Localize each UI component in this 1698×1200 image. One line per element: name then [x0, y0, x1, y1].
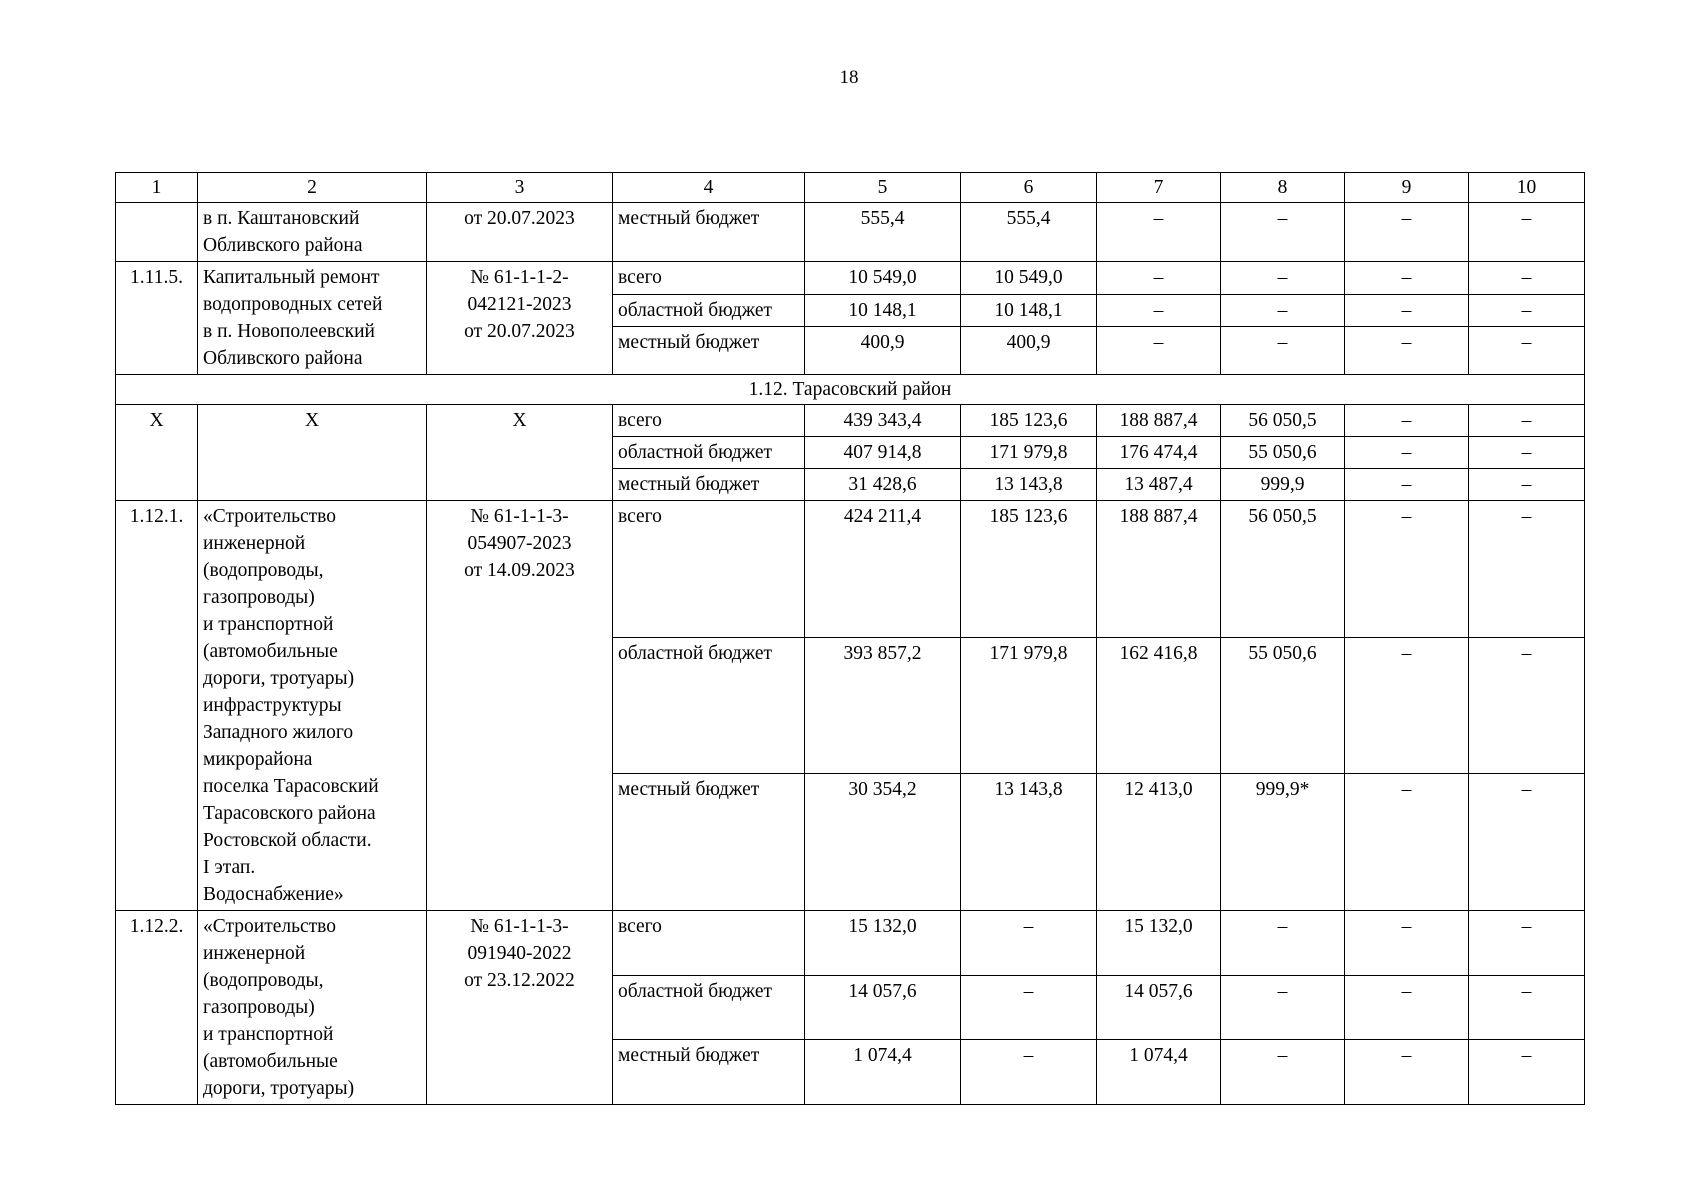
value-cell: –: [1345, 469, 1469, 501]
funding-source-cell: всего: [613, 911, 805, 976]
value-cell: 176 474,4: [1097, 437, 1221, 469]
value-cell: –: [1469, 911, 1585, 976]
value-cell: –: [1345, 203, 1469, 262]
value-cell: 171 979,8: [961, 637, 1097, 774]
item-number-cell: 1.12.1.: [116, 501, 198, 911]
value-cell: 13 143,8: [961, 469, 1097, 501]
column-header: 3: [427, 173, 613, 203]
object-name-cell: X: [198, 405, 427, 501]
value-cell: –: [1469, 262, 1585, 295]
value-cell: –: [1221, 327, 1345, 375]
value-cell: –: [1345, 637, 1469, 774]
value-cell: –: [1469, 469, 1585, 501]
funding-source-cell: областной бюджет: [613, 637, 805, 774]
document-cell: № 61-1-1-2- 042121-2023 от 20.07.2023: [427, 262, 613, 375]
value-cell: 188 887,4: [1097, 405, 1221, 437]
value-cell: –: [1345, 327, 1469, 375]
funding-source-cell: всего: [613, 405, 805, 437]
funding-source-cell: областной бюджет: [613, 975, 805, 1040]
value-cell: –: [1221, 1040, 1345, 1105]
object-name-cell: в п. Каштановский Обливского района: [198, 203, 427, 262]
funding-source-cell: местный бюджет: [613, 327, 805, 375]
value-cell: 999,9*: [1221, 774, 1345, 911]
value-cell: 13 487,4: [1097, 469, 1221, 501]
value-cell: 400,9: [805, 327, 961, 375]
value-cell: –: [1469, 637, 1585, 774]
value-cell: –: [1469, 437, 1585, 469]
value-cell: 407 914,8: [805, 437, 961, 469]
value-cell: 10 549,0: [805, 262, 961, 295]
value-cell: –: [961, 1040, 1097, 1105]
value-cell: –: [1097, 327, 1221, 375]
value-cell: –: [1345, 501, 1469, 638]
table-row: [116, 405, 1585, 437]
value-cell: 14 057,6: [1097, 975, 1221, 1040]
value-cell: 31 428,6: [805, 469, 961, 501]
value-cell: 56 050,5: [1221, 501, 1345, 638]
document-cell: от 20.07.2023: [427, 203, 613, 262]
table-row: [116, 203, 1585, 262]
column-header: 1: [116, 173, 198, 203]
value-cell: –: [961, 911, 1097, 976]
column-header: 7: [1097, 173, 1221, 203]
value-cell: –: [1469, 501, 1585, 638]
value-cell: 1 074,4: [805, 1040, 961, 1105]
column-number-header-row: [116, 173, 1585, 203]
value-cell: 393 857,2: [805, 637, 961, 774]
value-cell: –: [1221, 294, 1345, 327]
funding-source-cell: областной бюджет: [613, 294, 805, 327]
column-header: 6: [961, 173, 1097, 203]
value-cell: 15 132,0: [1097, 911, 1221, 976]
table-row: [116, 501, 1585, 638]
column-header: 9: [1345, 173, 1469, 203]
value-cell: 30 354,2: [805, 774, 961, 911]
value-cell: 55 050,6: [1221, 437, 1345, 469]
value-cell: –: [1345, 774, 1469, 911]
value-cell: 56 050,5: [1221, 405, 1345, 437]
value-cell: –: [1345, 294, 1469, 327]
value-cell: 10 148,1: [961, 294, 1097, 327]
column-header: 8: [1221, 173, 1345, 203]
value-cell: 185 123,6: [961, 405, 1097, 437]
funding-source-cell: всего: [613, 262, 805, 295]
value-cell: –: [1469, 294, 1585, 327]
document-cell: № 61-1-1-3- 054907-2023 от 14.09.2023: [427, 501, 613, 911]
value-cell: 439 343,4: [805, 405, 961, 437]
value-cell: 14 057,6: [805, 975, 961, 1040]
value-cell: –: [1345, 975, 1469, 1040]
value-cell: –: [1469, 203, 1585, 262]
item-number-cell: X: [116, 405, 198, 501]
object-name-cell: Капитальный ремонт водопроводных сетей в п. Новополеевский Обливского района: [198, 262, 427, 375]
object-name-cell: «Строительство инженерной (водопроводы, газопроводы) и транспортной (автомобильные дороги, тротуары) инфраструктуры Западного жилого микрорайона поселка Тарасовский Тарасовского района Ростовской области. I этап. Водоснабжение»: [198, 501, 427, 911]
value-cell: 999,9: [1221, 469, 1345, 501]
funding-source-cell: местный бюджет: [613, 203, 805, 262]
value-cell: –: [1097, 294, 1221, 327]
table-row: [116, 262, 1585, 295]
value-cell: 10 148,1: [805, 294, 961, 327]
value-cell: 171 979,8: [961, 437, 1097, 469]
funding-source-cell: всего: [613, 501, 805, 638]
value-cell: 185 123,6: [961, 501, 1097, 638]
value-cell: –: [1345, 437, 1469, 469]
value-cell: –: [1221, 203, 1345, 262]
object-name-cell: «Строительство инженерной (водопроводы, газопроводы) и транспортной (автомобильные дороги, тротуары): [198, 911, 427, 1105]
table-row: [116, 911, 1585, 976]
column-header: 2: [198, 173, 427, 203]
value-cell: –: [1469, 774, 1585, 911]
section-title: 1.12. Тарасовский район: [116, 375, 1585, 405]
funding-source-cell: областной бюджет: [613, 437, 805, 469]
value-cell: 10 549,0: [961, 262, 1097, 295]
column-header: 4: [613, 173, 805, 203]
section-row: [116, 375, 1585, 405]
item-number-cell: 1.11.5.: [116, 262, 198, 375]
document-cell: X: [427, 405, 613, 501]
value-cell: –: [1221, 975, 1345, 1040]
value-cell: 162 416,8: [1097, 637, 1221, 774]
value-cell: –: [1345, 911, 1469, 976]
value-cell: 12 413,0: [1097, 774, 1221, 911]
value-cell: 13 143,8: [961, 774, 1097, 911]
funding-source-cell: местный бюджет: [613, 469, 805, 501]
item-number-cell: [116, 203, 198, 262]
value-cell: –: [1469, 1040, 1585, 1105]
value-cell: –: [961, 975, 1097, 1040]
page-number: 18: [839, 67, 859, 88]
value-cell: 188 887,4: [1097, 501, 1221, 638]
value-cell: –: [1469, 327, 1585, 375]
funding-source-cell: местный бюджет: [613, 774, 805, 911]
value-cell: 55 050,6: [1221, 637, 1345, 774]
value-cell: 1 074,4: [1097, 1040, 1221, 1105]
value-cell: –: [1345, 262, 1469, 295]
value-cell: 555,4: [805, 203, 961, 262]
value-cell: –: [1097, 262, 1221, 295]
value-cell: –: [1221, 262, 1345, 295]
item-number-cell: 1.12.2.: [116, 911, 198, 1105]
document-cell: № 61-1-1-3- 091940-2022 от 23.12.2022: [427, 911, 613, 1105]
value-cell: –: [1469, 975, 1585, 1040]
value-cell: –: [1221, 911, 1345, 976]
value-cell: –: [1345, 405, 1469, 437]
column-header: 10: [1469, 173, 1585, 203]
value-cell: 15 132,0: [805, 911, 961, 976]
value-cell: –: [1469, 405, 1585, 437]
column-header: 5: [805, 173, 961, 203]
funding-source-cell: местный бюджет: [613, 1040, 805, 1105]
budget-table: [115, 172, 1585, 1105]
value-cell: –: [1097, 203, 1221, 262]
value-cell: 400,9: [961, 327, 1097, 375]
value-cell: –: [1345, 1040, 1469, 1105]
value-cell: 555,4: [961, 203, 1097, 262]
value-cell: 424 211,4: [805, 501, 961, 638]
